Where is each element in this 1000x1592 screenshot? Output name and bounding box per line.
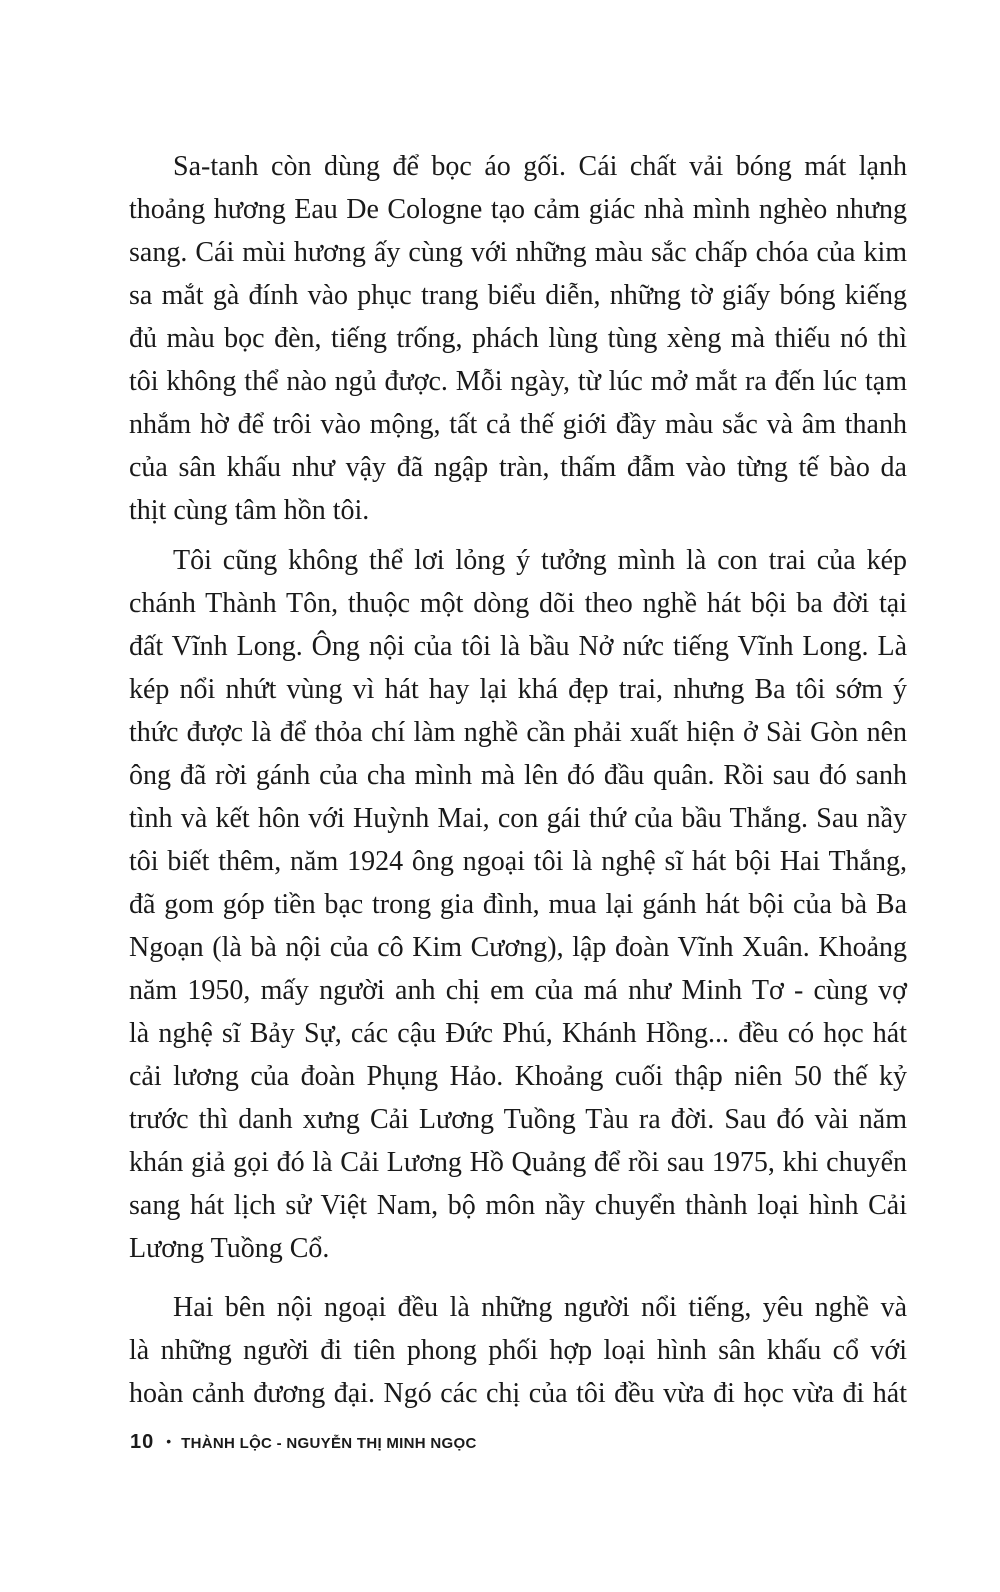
text-line: đất Vĩnh Long. Ông nội của tôi là bầu Nở nức tiếng Vĩnh Long. Là bbox=[129, 631, 907, 662]
text-line: cải lương của đoàn Phụng Hảo. Khoảng cuối thập niên 50 thế kỷ bbox=[129, 1061, 907, 1092]
text-line: thoảng hương Eau De Cologne tạo cảm giác nhà mình nghèo nhưng bbox=[129, 194, 907, 225]
text-line: chánh Thành Tôn, thuộc một dòng dõi theo nghề hát bội ba đời tại bbox=[129, 588, 907, 619]
text-line: năm 1950, mấy người anh chị em của má như Minh Tơ - cùng vợ bbox=[129, 975, 907, 1006]
page-number: 10 bbox=[130, 1431, 155, 1453]
text-line: tôi biết thêm, năm 1924 ông ngoại tôi là nghệ sĩ hát bội Hai Thắng, bbox=[129, 846, 907, 877]
text-line: tình và kết hôn với Huỳnh Mai, con gái thứ của bầu Thắng. Sau nầy bbox=[129, 803, 907, 834]
text-line: Lương Tuồng Cổ. bbox=[129, 1233, 330, 1264]
running-title: THÀNH LỘC - NGUYỄN THỊ MINH NGỌC bbox=[181, 1435, 477, 1452]
text-line: sang hát lịch sử Việt Nam, bộ môn nầy chuyển thành loại hình Cải bbox=[129, 1190, 907, 1221]
text-line: là những người đi tiên phong phối hợp loại hình sân khấu cổ với bbox=[129, 1335, 907, 1366]
paragraph-1 bbox=[129, 145, 907, 532]
text-line: Hai bên nội ngoại đều là những người nổi tiếng, yêu nghề và bbox=[173, 1292, 907, 1323]
text-line: hoàn cảnh đương đại. Ngó các chị của tôi đều vừa đi học vừa đi hát bbox=[129, 1378, 907, 1409]
text-line: Ngoạn (là bà nội của cô Kim Cương), lập đoàn Vĩnh Xuân. Khoảng bbox=[129, 932, 907, 963]
text-line: tôi không thể nào ngủ được. Mỗi ngày, từ lúc mở mắt ra đến lúc tạm bbox=[129, 366, 907, 397]
text-line: khán giả gọi đó là Cải Lương Hồ Quảng để rồi sau 1975, khi chuyển bbox=[129, 1147, 907, 1178]
text-line: kép nổi nhứt vùng vì hát hay lại khá đẹp trai, nhưng Ba tôi sớm ý bbox=[129, 674, 907, 705]
text-line: đã gom góp tiền bạc trong gia đình, mua lại gánh hát bội của bà Ba bbox=[129, 889, 907, 920]
text-line: nhắm hờ để trôi vào mộng, tất cả thế giới đầy màu sắc và âm thanh bbox=[129, 409, 907, 440]
text-line: sa mắt gà đính vào phục trang biểu diễn, những tờ giấy bóng kiếng bbox=[129, 280, 907, 311]
text-line: Sa-tanh còn dùng để bọc áo gối. Cái chất vải bóng mát lạnh bbox=[173, 151, 907, 182]
text-line: là nghệ sĩ Bảy Sự, các cậu Đức Phú, Khánh Hồng... đều có học hát bbox=[129, 1018, 907, 1049]
paragraph-3 bbox=[129, 1286, 907, 1415]
text-line: Tôi cũng không thể lơi lỏng ý tưởng mình là con trai của kép bbox=[173, 545, 907, 576]
text-line: đủ màu bọc đèn, tiếng trống, phách lùng tùng xèng mà thiếu nó thì bbox=[129, 323, 907, 354]
text-line: của sân khấu như vậy đã ngập tràn, thấm đẫm vào từng tế bào da bbox=[129, 452, 907, 483]
bullet-separator: • bbox=[166, 1433, 172, 1449]
page-footer bbox=[130, 1426, 477, 1456]
paragraph-2 bbox=[129, 539, 907, 1270]
text-line: trước thì danh xưng Cải Lương Tuồng Tàu ra đời. Sau đó vài năm bbox=[129, 1104, 907, 1135]
text-line: thức được là để thỏa chí làm nghề cần phải xuất hiện ở Sài Gòn nên bbox=[129, 717, 907, 748]
text-line: thịt cùng tâm hồn tôi. bbox=[129, 495, 370, 526]
text-line: ông đã rời gánh của cha mình mà lên đó đầu quân. Rồi sau đó sanh bbox=[129, 760, 907, 791]
text-line: sang. Cái mùi hương ấy cùng với những màu sắc chấp chóa của kim bbox=[129, 237, 907, 268]
